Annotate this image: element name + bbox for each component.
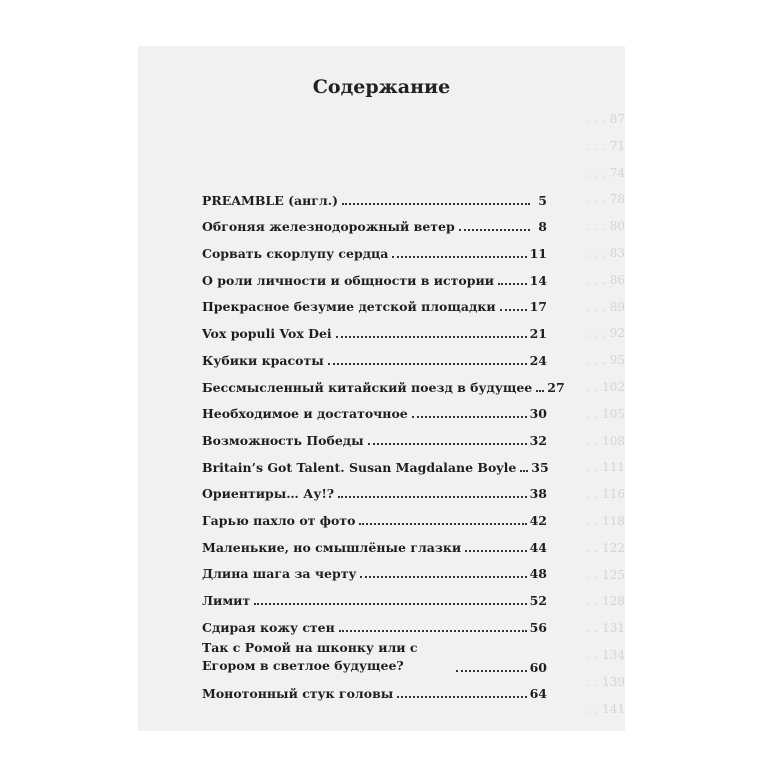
toc-entry-title: Vox populi Vox Dei <box>202 326 332 342</box>
toc-entry-title: О роли личности и общности в истории <box>202 272 495 288</box>
toc-entry-title: Сорвать скорлупу сердца <box>202 246 389 262</box>
toc-entry-title: Обгоняя железнодорожный ветер <box>202 219 455 235</box>
toc-entry-title: Необходимое и достаточное <box>202 406 408 422</box>
toc-entry-title: Монотонный стук головы <box>202 686 394 702</box>
toc-entry <box>202 528 547 555</box>
toc-entry <box>202 421 547 448</box>
toc-entry-page: 35 <box>531 459 549 475</box>
toc-entry <box>202 675 547 702</box>
toc-entry-title: Маленькие, но смышлёные глазки <box>202 539 462 555</box>
toc-entry-title: PREAMBLE (англ.) <box>202 192 338 208</box>
dot-leader <box>412 416 527 418</box>
toc-entry-title: Длина шага за черту <box>202 566 357 582</box>
toc-entry-page: 14 <box>529 272 547 288</box>
toc-entry <box>202 581 547 608</box>
toc-entry-title: Кубики красоты <box>202 352 324 368</box>
toc-entry <box>202 475 547 502</box>
toc-entry-title: Britain’s Got Talent. Susan Magdalane Boyle <box>202 459 517 475</box>
toc-entry <box>202 341 547 368</box>
toc-entry-page: 60 <box>529 659 547 675</box>
dot-leader <box>342 203 530 205</box>
toc-entry-page: 48 <box>529 566 547 582</box>
toc-entry-title: Сдирая кожу стен <box>202 619 335 635</box>
toc-entry-page: 24 <box>529 352 547 368</box>
toc-entry-page: 27 <box>547 379 565 395</box>
toc-entry <box>202 288 547 315</box>
toc-entry-title: Ориентиры… Ау!? <box>202 486 335 502</box>
toc-entry-title: Прекрасное безумие детской площадки <box>202 299 496 315</box>
toc-entry-page: 21 <box>529 326 547 342</box>
dot-leader <box>254 603 526 605</box>
toc-entry <box>202 261 547 288</box>
dot-leader <box>392 256 526 258</box>
dot-leader <box>456 670 527 672</box>
toc-entry-page: 64 <box>529 686 547 702</box>
page-title: Содержание <box>312 76 451 98</box>
toc-entry-page: 8 <box>538 219 547 235</box>
dot-leader <box>359 523 526 525</box>
toc-entry <box>202 501 547 528</box>
dot-leader <box>360 576 526 578</box>
dot-leader <box>336 336 527 338</box>
toc-entry <box>202 181 547 208</box>
table-of-contents <box>202 181 565 702</box>
toc-entry-page: 44 <box>529 539 547 555</box>
toc-entry <box>202 608 547 635</box>
toc-entry <box>202 395 547 422</box>
toc-entry-title: Гарью пахло от фото <box>202 512 356 528</box>
toc-entry-page: 5 <box>538 192 547 208</box>
toc-entry <box>202 314 547 341</box>
toc-entry-page: 52 <box>529 593 547 608</box>
dot-leader <box>498 283 527 285</box>
toc-entry <box>202 234 547 261</box>
toc-entry <box>202 368 565 395</box>
dot-leader <box>368 443 527 445</box>
dot-leader <box>339 630 527 632</box>
toc-entry <box>202 448 547 475</box>
toc-entry-page: 42 <box>529 512 547 528</box>
dot-leader <box>520 470 528 472</box>
dot-leader <box>500 309 527 311</box>
toc-entry-title: Так с Ромой на шконку или с Егором в светлое будущее? <box>202 639 418 673</box>
toc-entry-title: Возможность Победы <box>202 432 364 448</box>
dot-leader <box>338 496 526 498</box>
toc-entry-page: 17 <box>529 299 547 315</box>
toc-entry-title: Лимит <box>202 593 251 608</box>
toc-entry-title: Бессмысленный китайский поезд в будущее <box>202 379 533 395</box>
dot-leader <box>536 390 544 392</box>
toc-entry <box>202 555 547 582</box>
toc-entry-page: 11 <box>529 246 547 262</box>
toc-entry-page: 38 <box>529 486 547 502</box>
toc-entry <box>202 208 547 235</box>
toc-entry-page: 56 <box>529 619 547 635</box>
book-page <box>138 46 625 731</box>
toc-entry-page: 32 <box>529 432 547 448</box>
dot-leader <box>397 696 526 698</box>
toc-entry <box>202 635 547 675</box>
toc-entry-page: 30 <box>529 406 547 422</box>
dot-leader <box>465 550 526 552</box>
dot-leader <box>459 229 530 231</box>
dot-leader <box>328 363 527 365</box>
bleed-through-text: . . . 87 . . . 71 . . . 74 . . . 78 . . . 80 . . . 83 . . . 86 . . . 89 . . . 92 . . . 95 . . 102 . . 105 . . 108 . . 111 . . 116 . . 118 . . 122 . . 125 . . 128 . . 131 . . 134 . . 139 . . 141 <box>586 112 625 716</box>
